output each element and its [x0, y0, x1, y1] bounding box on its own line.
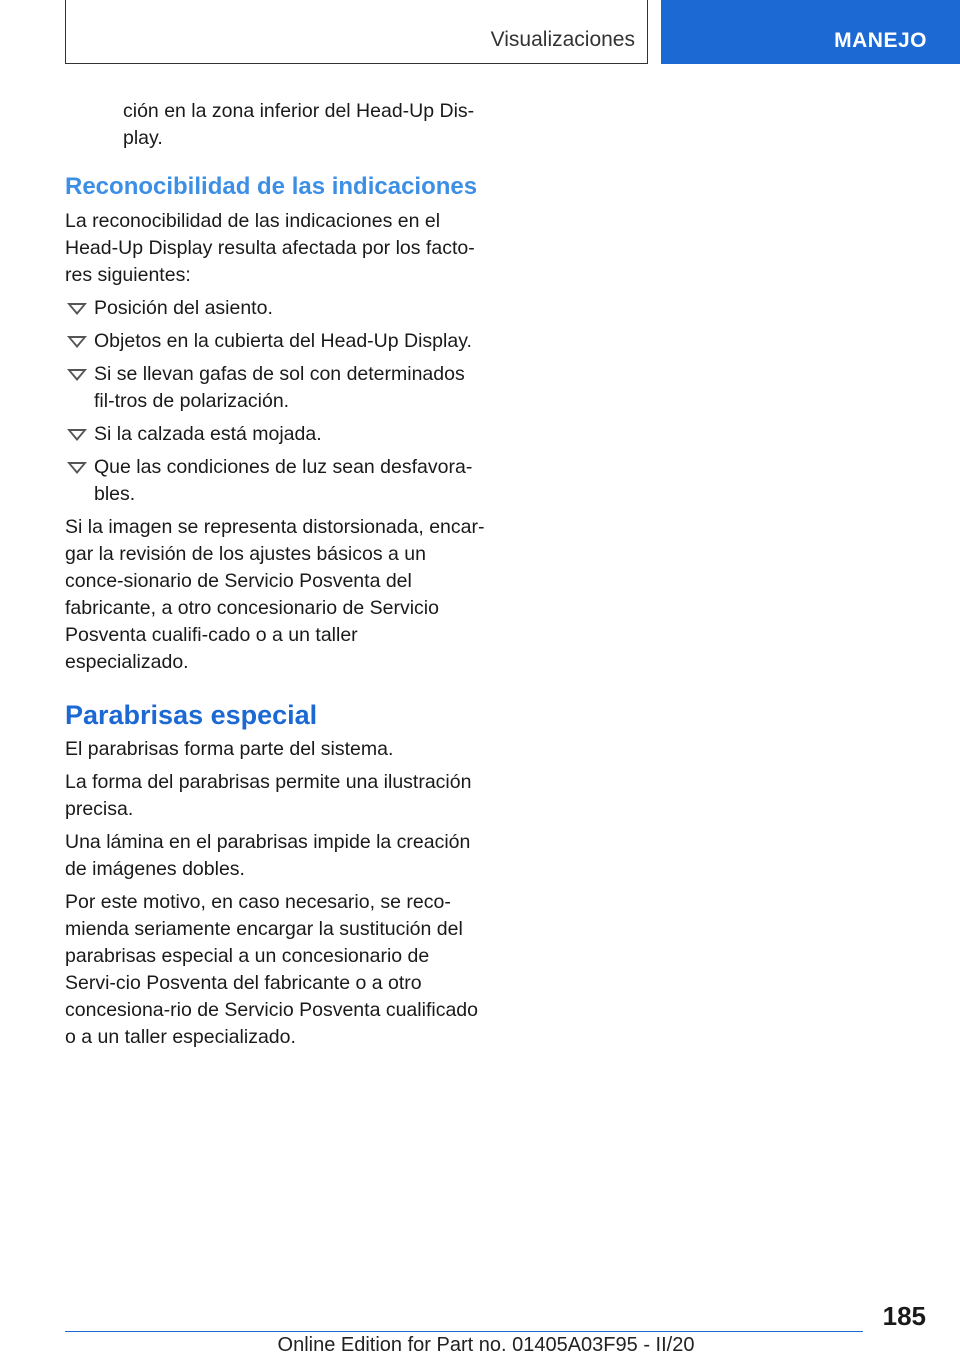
factor-list [65, 295, 485, 508]
page-number: 185 [882, 1301, 926, 1331]
triangle-bullet-icon [67, 462, 87, 474]
section-heading-visibility: Reconocibilidad de las indicaciones [65, 173, 478, 200]
section-intro: La reconocibilidad de las indicaciones en el Head-Up Display resulta afectada por los facto-res siguientes: [65, 210, 475, 286]
list-item: Posición del asiento. [65, 295, 485, 322]
chapter-title: MANEJO [834, 29, 927, 52]
section-heading-windshield: Parabrisas especial [65, 700, 318, 730]
paragraph: La forma del parabrisas permite una ilustración precisa. [65, 771, 472, 820]
triangle-bullet-icon [67, 336, 87, 348]
triangle-bullet-icon [67, 429, 87, 441]
triangle-bullet-icon [67, 369, 87, 381]
paragraph: Por este motivo, en caso necesario, se reco-mienda seriamente encargar la sustitución del parabrisas especial a un concesionario de Servi-cio Posventa del fabricante o a otro concesiona-rio de Servicio Posventa cualificado o a un taller especializado. [65, 891, 478, 1048]
continuation-text: ción en la zona inferior del Head-Up Dis- play. [123, 100, 475, 149]
list-item: Si se llevan gafas de sol con determinados fil-tros de polarización. [65, 361, 485, 415]
triangle-bullet-icon [67, 303, 87, 315]
header-chapter-tab [661, 0, 960, 64]
footer-divider [65, 1331, 863, 1332]
list-item: Que las condiciones de luz sean desfavora-bles. [65, 454, 485, 508]
list-item: Objetos en la cubierta del Head-Up Display. [65, 328, 485, 355]
footer-edition: Online Edition for Part no. 01405A03F95 - II/20 [277, 1334, 695, 1356]
header-section-tab [65, 0, 648, 64]
list-item: Si la calzada está mojada. [65, 421, 485, 448]
page-content [65, 98, 485, 1057]
section-title: Visualizaciones [490, 28, 635, 51]
paragraph: El parabrisas forma parte del sistema. [65, 738, 394, 760]
section-outro: Si la imagen se representa distorsionada, encar-gar la revisión de los ajustes básicos a un conce-sionario de Servicio Posventa del fabricante, a otro concesionario de Servicio Posventa cualifi-cado o a un taller especializado. [65, 516, 485, 673]
paragraph: Una lámina en el parabrisas impide la creación de imágenes dobles. [65, 831, 471, 880]
